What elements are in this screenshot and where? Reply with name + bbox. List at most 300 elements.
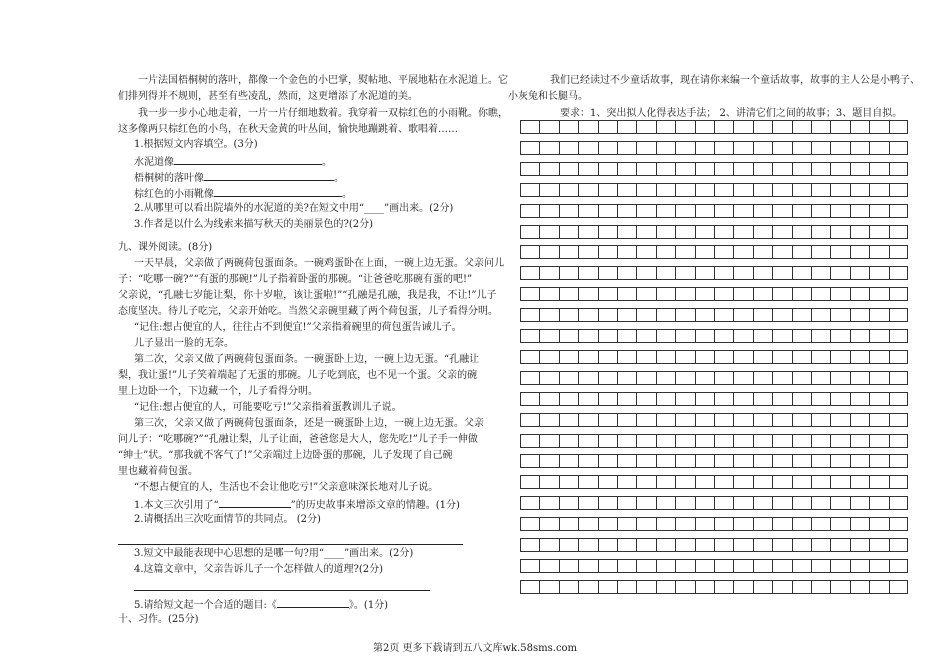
grid-cell[interactable] [657, 393, 676, 405]
grid-cell[interactable] [618, 414, 637, 426]
grid-cell[interactable] [715, 560, 734, 572]
grid-cell[interactable] [676, 539, 695, 551]
grid-cell[interactable] [851, 518, 870, 530]
grid-cell[interactable] [773, 476, 792, 488]
grid-cell[interactable] [618, 226, 637, 238]
grid-cell[interactable] [870, 309, 889, 321]
grid-cell[interactable] [870, 226, 889, 238]
grid-cell[interactable] [754, 163, 773, 175]
grid-cell[interactable] [540, 205, 559, 217]
grid-cell[interactable] [521, 142, 540, 154]
grid-cell[interactable] [696, 205, 715, 217]
grid-cell[interactable] [870, 246, 889, 258]
grid-cell[interactable] [657, 581, 676, 593]
grid-cell[interactable] [754, 539, 773, 551]
grid-cell[interactable] [599, 476, 618, 488]
grid-cell[interactable] [793, 330, 812, 342]
grid-cell[interactable] [657, 309, 676, 321]
grid-cell[interactable] [657, 121, 676, 133]
grid-cell[interactable] [773, 393, 792, 405]
grid-cell[interactable] [812, 330, 831, 342]
grid-cell[interactable] [870, 372, 889, 384]
grid-cell[interactable] [812, 435, 831, 447]
grid-cell[interactable] [560, 351, 579, 363]
grid-cell[interactable] [831, 205, 850, 217]
grid-cell[interactable] [657, 142, 676, 154]
grid-cell[interactable] [793, 267, 812, 279]
grid-cell[interactable] [657, 351, 676, 363]
grid-cell[interactable] [812, 205, 831, 217]
grid-cell[interactable] [754, 184, 773, 196]
grid-cell[interactable] [560, 393, 579, 405]
grid-cell[interactable] [540, 309, 559, 321]
grid-cell[interactable] [599, 121, 618, 133]
grid-cell[interactable] [521, 581, 540, 593]
grid-cell[interactable] [734, 581, 753, 593]
grid-cell[interactable] [521, 184, 540, 196]
grid-cell[interactable] [812, 581, 831, 593]
grid-cell[interactable] [831, 184, 850, 196]
grid-cell[interactable] [870, 288, 889, 300]
grid-cell[interactable] [676, 393, 695, 405]
grid-cell[interactable] [851, 121, 870, 133]
grid-cell[interactable] [773, 372, 792, 384]
grid-cell[interactable] [540, 246, 559, 258]
grid-cell[interactable] [773, 246, 792, 258]
grid-cell[interactable] [540, 184, 559, 196]
grid-cell[interactable] [773, 142, 792, 154]
grid-cell[interactable] [657, 330, 676, 342]
grid-cell[interactable] [734, 351, 753, 363]
grid-cell[interactable] [676, 560, 695, 572]
grid-cell[interactable] [734, 476, 753, 488]
grid-cell[interactable] [812, 267, 831, 279]
grid-cell[interactable] [599, 414, 618, 426]
grid-cell[interactable] [560, 372, 579, 384]
grid-cell[interactable] [793, 142, 812, 154]
grid-cell[interactable] [851, 184, 870, 196]
grid-cell[interactable] [831, 455, 850, 467]
grid-cell[interactable] [773, 288, 792, 300]
grid-cell[interactable] [812, 476, 831, 488]
grid-cell[interactable] [579, 581, 598, 593]
grid-cell[interactable] [812, 393, 831, 405]
grid-cell[interactable] [637, 267, 656, 279]
grid-cell[interactable] [637, 184, 656, 196]
grid-cell[interactable] [793, 581, 812, 593]
grid-cell[interactable] [618, 497, 637, 509]
grid-cell[interactable] [676, 163, 695, 175]
grid-cell[interactable] [560, 581, 579, 593]
grid-cell[interactable] [637, 393, 656, 405]
grid-cell[interactable] [637, 163, 656, 175]
grid-cell[interactable] [560, 455, 579, 467]
grid-cell[interactable] [618, 372, 637, 384]
grid-cell[interactable] [599, 267, 618, 279]
grid-cell[interactable] [696, 414, 715, 426]
grid-cell[interactable] [657, 497, 676, 509]
grid-cell[interactable] [754, 476, 773, 488]
grid-cell[interactable] [521, 393, 540, 405]
fill-blank-1[interactable] [174, 154, 322, 165]
grid-cell[interactable] [715, 309, 734, 321]
grid-cell[interactable] [579, 518, 598, 530]
grid-cell[interactable] [618, 539, 637, 551]
grid-cell[interactable] [773, 267, 792, 279]
grid-cell[interactable] [870, 393, 889, 405]
grid-cell[interactable] [521, 497, 540, 509]
grid-cell[interactable] [579, 288, 598, 300]
grid-cell[interactable] [521, 163, 540, 175]
grid-cell[interactable] [521, 309, 540, 321]
grid-cell[interactable] [657, 435, 676, 447]
grid-cell[interactable] [870, 581, 889, 593]
grid-cell[interactable] [579, 414, 598, 426]
grid-cell[interactable] [831, 121, 850, 133]
grid-cell[interactable] [715, 163, 734, 175]
grid-cell[interactable] [715, 142, 734, 154]
grid-cell[interactable] [870, 414, 889, 426]
grid-cell[interactable] [851, 267, 870, 279]
grid-cell[interactable] [637, 226, 656, 238]
grid-cell[interactable] [618, 518, 637, 530]
grid-cell[interactable] [696, 121, 715, 133]
grid-cell[interactable] [540, 435, 559, 447]
grid-cell[interactable] [773, 518, 792, 530]
grid-cell[interactable] [637, 121, 656, 133]
grid-cell[interactable] [851, 309, 870, 321]
grid-cell[interactable] [560, 435, 579, 447]
grid-cell[interactable] [831, 163, 850, 175]
grid-cell[interactable] [579, 393, 598, 405]
grid-cell[interactable] [851, 497, 870, 509]
grid-cell[interactable] [754, 142, 773, 154]
grid-cell[interactable] [831, 414, 850, 426]
grid-cell[interactable] [812, 121, 831, 133]
answer-line-q2[interactable] [118, 544, 463, 545]
grid-cell[interactable] [754, 393, 773, 405]
grid-cell[interactable] [579, 476, 598, 488]
grid-cell[interactable] [715, 497, 734, 509]
grid-cell[interactable] [812, 142, 831, 154]
grid-cell[interactable] [754, 288, 773, 300]
grid-cell[interactable] [618, 455, 637, 467]
grid-cell[interactable] [637, 414, 656, 426]
grid-cell[interactable] [599, 581, 618, 593]
grid-cell[interactable] [715, 581, 734, 593]
grid-cell[interactable] [696, 163, 715, 175]
grid-cell[interactable] [599, 539, 618, 551]
grid-cell[interactable] [812, 288, 831, 300]
grid-cell[interactable] [657, 267, 676, 279]
grid-cell[interactable] [831, 309, 850, 321]
grid-cell[interactable] [773, 121, 792, 133]
grid-cell[interactable] [696, 288, 715, 300]
grid-cell[interactable] [793, 121, 812, 133]
grid-cell[interactable] [540, 560, 559, 572]
grid-cell[interactable] [715, 476, 734, 488]
grid-cell[interactable] [599, 288, 618, 300]
grid-cell[interactable] [676, 351, 695, 363]
grid-cell[interactable] [734, 309, 753, 321]
grid-cell[interactable] [540, 288, 559, 300]
grid-cell[interactable] [579, 539, 598, 551]
grid-cell[interactable] [676, 455, 695, 467]
grid-cell[interactable] [831, 476, 850, 488]
grid-cell[interactable] [870, 142, 889, 154]
grid-cell[interactable] [637, 435, 656, 447]
grid-cell[interactable] [715, 393, 734, 405]
grid-cell[interactable] [793, 309, 812, 321]
grid-cell[interactable] [793, 288, 812, 300]
grid-cell[interactable] [696, 351, 715, 363]
grid-cell[interactable] [579, 246, 598, 258]
grid-cell[interactable] [540, 121, 559, 133]
grid-cell[interactable] [521, 121, 540, 133]
grid-cell[interactable] [715, 414, 734, 426]
grid-cell[interactable] [618, 330, 637, 342]
grid-cell[interactable] [560, 330, 579, 342]
grid-cell[interactable] [734, 267, 753, 279]
grid-cell[interactable] [579, 205, 598, 217]
grid-cell[interactable] [599, 351, 618, 363]
grid-cell[interactable] [637, 309, 656, 321]
grid-cell[interactable] [734, 497, 753, 509]
grid-cell[interactable] [754, 414, 773, 426]
grid-cell[interactable] [696, 560, 715, 572]
grid-cell[interactable] [734, 393, 753, 405]
grid-cell[interactable] [734, 455, 753, 467]
grid-cell[interactable] [676, 226, 695, 238]
grid-cell[interactable] [793, 226, 812, 238]
grid-cell[interactable] [734, 184, 753, 196]
grid-cell[interactable] [618, 205, 637, 217]
grid-cell[interactable] [540, 142, 559, 154]
grid-cell[interactable] [754, 330, 773, 342]
grid-cell[interactable] [754, 455, 773, 467]
grid-cell[interactable] [831, 246, 850, 258]
grid-cell[interactable] [812, 497, 831, 509]
grid-cell[interactable] [696, 184, 715, 196]
grid-cell[interactable] [599, 393, 618, 405]
grid-cell[interactable] [812, 455, 831, 467]
grid-cell[interactable] [734, 330, 753, 342]
grid-cell[interactable] [560, 309, 579, 321]
grid-cell[interactable] [637, 455, 656, 467]
grid-cell[interactable] [618, 435, 637, 447]
grid-cell[interactable] [637, 560, 656, 572]
grid-cell[interactable] [734, 226, 753, 238]
grid-cell[interactable] [637, 351, 656, 363]
grid-cell[interactable] [793, 455, 812, 467]
grid-cell[interactable] [851, 414, 870, 426]
grid-cell[interactable] [618, 142, 637, 154]
grid-cell[interactable] [831, 435, 850, 447]
grid-cell[interactable] [870, 435, 889, 447]
grid-cell[interactable] [754, 581, 773, 593]
grid-cell[interactable] [773, 539, 792, 551]
grid-cell[interactable] [715, 518, 734, 530]
grid-cell[interactable] [540, 226, 559, 238]
grid-cell[interactable] [696, 518, 715, 530]
grid-cell[interactable] [657, 184, 676, 196]
grid-cell[interactable] [831, 288, 850, 300]
grid-cell[interactable] [579, 121, 598, 133]
grid-cell[interactable] [618, 560, 637, 572]
grid-cell[interactable] [851, 476, 870, 488]
grid-cell[interactable] [618, 288, 637, 300]
grid-cell[interactable] [540, 539, 559, 551]
grid-cell[interactable] [754, 560, 773, 572]
grid-cell[interactable] [831, 393, 850, 405]
grid-cell[interactable] [579, 330, 598, 342]
grid-cell[interactable] [599, 560, 618, 572]
grid-cell[interactable] [599, 163, 618, 175]
grid-cell[interactable] [773, 351, 792, 363]
grid-cell[interactable] [657, 246, 676, 258]
grid-cell[interactable] [870, 455, 889, 467]
grid-cell[interactable] [618, 246, 637, 258]
grid-cell[interactable] [521, 560, 540, 572]
grid-cell[interactable] [812, 372, 831, 384]
grid-cell[interactable] [696, 330, 715, 342]
grid-cell[interactable] [560, 267, 579, 279]
grid-cell[interactable] [734, 435, 753, 447]
grid-cell[interactable] [540, 330, 559, 342]
grid-cell[interactable] [618, 163, 637, 175]
grid-cell[interactable] [754, 226, 773, 238]
grid-cell[interactable] [715, 205, 734, 217]
grid-cell[interactable] [754, 246, 773, 258]
grid-cell[interactable] [618, 267, 637, 279]
grid-cell[interactable] [560, 142, 579, 154]
grid-cell[interactable] [599, 205, 618, 217]
grid-cell[interactable] [676, 184, 695, 196]
grid-cell[interactable] [870, 267, 889, 279]
grid-cell[interactable] [831, 372, 850, 384]
grid-cell[interactable] [560, 539, 579, 551]
grid-cell[interactable] [618, 351, 637, 363]
grid-cell[interactable] [793, 435, 812, 447]
grid-cell[interactable] [754, 351, 773, 363]
grid-cell[interactable] [560, 205, 579, 217]
grid-cell[interactable] [870, 163, 889, 175]
grid-cell[interactable] [521, 414, 540, 426]
grid-cell[interactable] [734, 205, 753, 217]
grid-cell[interactable] [637, 581, 656, 593]
grid-cell[interactable] [676, 372, 695, 384]
grid-cell[interactable] [870, 330, 889, 342]
grid-cell[interactable] [870, 539, 889, 551]
grid-cell[interactable] [521, 372, 540, 384]
grid-cell[interactable] [521, 518, 540, 530]
grid-cell[interactable] [793, 476, 812, 488]
grid-cell[interactable] [870, 497, 889, 509]
grid-cell[interactable] [715, 330, 734, 342]
grid-cell[interactable] [715, 121, 734, 133]
grid-cell[interactable] [812, 309, 831, 321]
grid-cell[interactable] [793, 560, 812, 572]
grid-cell[interactable] [851, 372, 870, 384]
grid-cell[interactable] [696, 539, 715, 551]
grid-cell[interactable] [521, 435, 540, 447]
grid-cell[interactable] [831, 142, 850, 154]
grid-cell[interactable] [579, 184, 598, 196]
grid-cell[interactable] [676, 497, 695, 509]
fill-blank-2[interactable] [204, 170, 334, 181]
grid-cell[interactable] [599, 142, 618, 154]
grid-cell[interactable] [773, 414, 792, 426]
grid-cell[interactable] [657, 518, 676, 530]
grid-cell[interactable] [696, 435, 715, 447]
grid-cell[interactable] [579, 309, 598, 321]
grid-cell[interactable] [637, 497, 656, 509]
grid-cell[interactable] [812, 539, 831, 551]
story-name-blank[interactable] [219, 497, 291, 508]
grid-cell[interactable] [521, 330, 540, 342]
grid-cell[interactable] [579, 560, 598, 572]
grid-cell[interactable] [540, 267, 559, 279]
grid-cell[interactable] [851, 435, 870, 447]
grid-cell[interactable] [812, 414, 831, 426]
grid-cell[interactable] [831, 267, 850, 279]
grid-cell[interactable] [618, 121, 637, 133]
grid-cell[interactable] [599, 518, 618, 530]
grid-cell[interactable] [676, 435, 695, 447]
grid-cell[interactable] [696, 581, 715, 593]
grid-cell[interactable] [657, 476, 676, 488]
grid-cell[interactable] [657, 226, 676, 238]
grid-cell[interactable] [696, 455, 715, 467]
grid-cell[interactable] [599, 330, 618, 342]
grid-cell[interactable] [754, 435, 773, 447]
grid-cell[interactable] [676, 121, 695, 133]
grid-cell[interactable] [657, 205, 676, 217]
grid-cell[interactable] [560, 121, 579, 133]
grid-cell[interactable] [579, 226, 598, 238]
grid-cell[interactable] [657, 288, 676, 300]
grid-cell[interactable] [676, 309, 695, 321]
grid-cell[interactable] [831, 539, 850, 551]
grid-cell[interactable] [715, 267, 734, 279]
grid-cell[interactable] [560, 288, 579, 300]
grid-cell[interactable] [560, 414, 579, 426]
grid-cell[interactable] [637, 142, 656, 154]
grid-cell[interactable] [676, 414, 695, 426]
grid-cell[interactable] [657, 163, 676, 175]
grid-cell[interactable] [851, 330, 870, 342]
grid-cell[interactable] [521, 351, 540, 363]
grid-cell[interactable] [599, 309, 618, 321]
grid-cell[interactable] [851, 581, 870, 593]
grid-cell[interactable] [637, 372, 656, 384]
grid-cell[interactable] [773, 330, 792, 342]
grid-cell[interactable] [560, 497, 579, 509]
grid-cell[interactable] [599, 435, 618, 447]
grid-cell[interactable] [696, 393, 715, 405]
grid-cell[interactable] [812, 518, 831, 530]
grid-cell[interactable] [599, 226, 618, 238]
grid-cell[interactable] [657, 539, 676, 551]
grid-cell[interactable] [560, 246, 579, 258]
grid-cell[interactable] [676, 581, 695, 593]
grid-cell[interactable] [715, 184, 734, 196]
grid-cell[interactable] [870, 121, 889, 133]
grid-cell[interactable] [637, 539, 656, 551]
grid-cell[interactable] [773, 205, 792, 217]
grid-cell[interactable] [773, 309, 792, 321]
grid-cell[interactable] [754, 121, 773, 133]
